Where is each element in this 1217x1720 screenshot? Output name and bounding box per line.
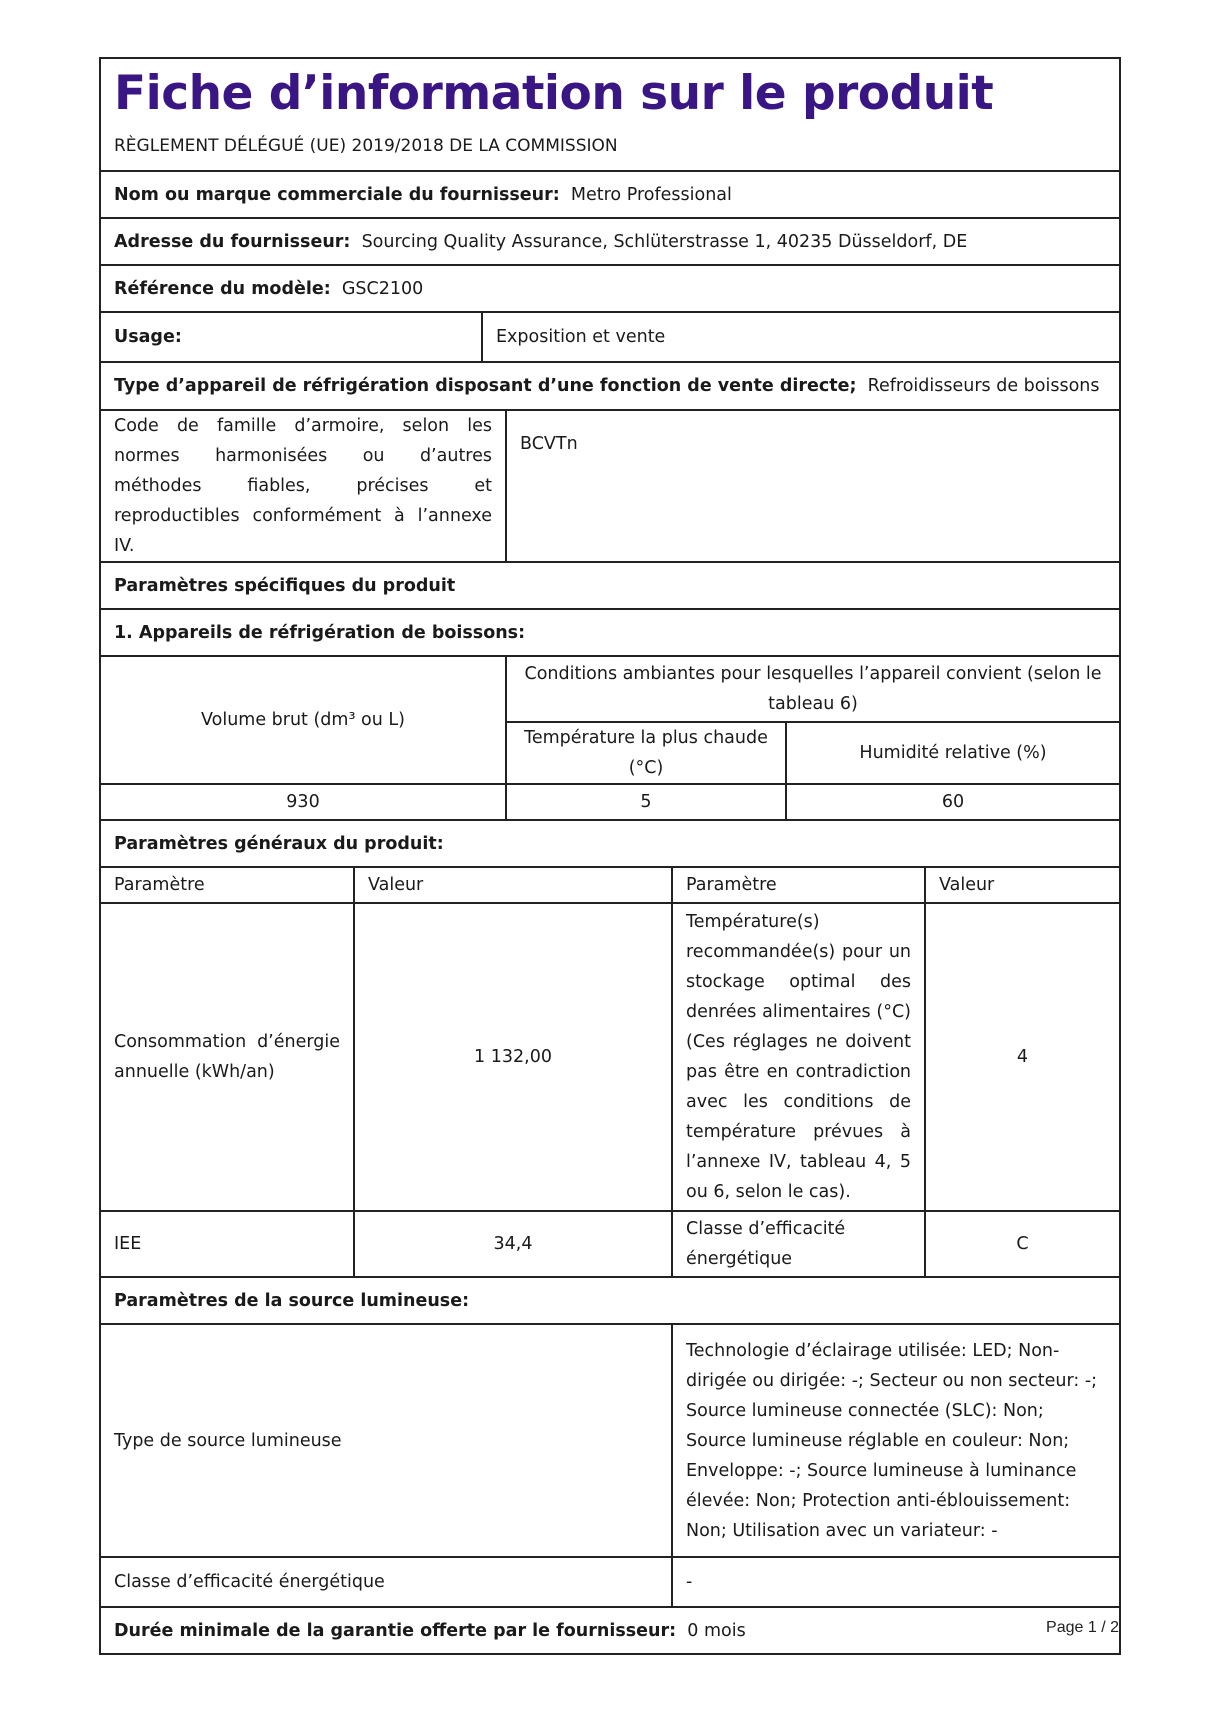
energy-class-value: C <box>925 1211 1120 1277</box>
family-code-value: BCVTn <box>506 410 1120 562</box>
light-source-type-value: Technologie d’éclairage utilisée: LED; Non-dirigée ou dirigée: -; Secteur ou non secteur: -; Source lumineuse connectée (SLC): Non; Source lumineuse réglable en couleur: Non; Enveloppe: -; Source lumineuse à luminance élevée: Non; Protection anti-éblouissement: Non; Utilisation avec un variateur: - <box>672 1324 1120 1557</box>
value-column-header-1: Valeur <box>354 867 672 903</box>
light-source-heading: Paramètres de la source lumineuse: <box>100 1277 1120 1324</box>
general-params-heading: Paramètres généraux du produit: <box>100 820 1120 867</box>
usage-label: Usage: <box>100 312 482 362</box>
param-column-header-1: Paramètre <box>100 867 354 903</box>
header-cell <box>100 58 1120 171</box>
page-number: Page 1 / 2 <box>1046 1619 1119 1636</box>
eei-value: 34,4 <box>354 1211 672 1277</box>
annual-energy-label: Consommation d’énergie annuelle (kWh/an) <box>100 903 354 1211</box>
beverage-section-heading: 1. Appareils de réfrigération de boissons: <box>100 609 1120 656</box>
page-title: Fiche d’information sur le produit <box>114 66 994 121</box>
ambient-conditions-label: Conditions ambiantes pour lesquelles l’appareil convient (selon le tableau 6) <box>506 656 1120 722</box>
device-type-label: Type d’appareil de réfrigération disposant d’une fonction de vente directe; <box>114 376 857 396</box>
supplier-name-label: Nom ou marque commerciale du fournisseur: <box>114 184 560 205</box>
warmest-temperature-label: Température la plus chaude (°C) <box>506 722 786 784</box>
energy-class-label: Classe d’efficacité énergétique <box>672 1211 925 1277</box>
light-energy-class-label: Classe d’efficacité énergétique <box>100 1557 672 1607</box>
light-source-type-label: Type de source lumineuse <box>100 1324 672 1557</box>
model-reference-label: Référence du modèle: <box>114 278 331 299</box>
model-reference-row <box>100 265 1120 312</box>
warmest-temperature-value: 5 <box>506 784 786 820</box>
volume-value: 930 <box>100 784 506 820</box>
recommended-storage-temperature-label: Température(s) recommandée(s) pour un stockage optimal des denrées alimentaires (°C) (Ces réglages ne doivent pas être en contradiction avec les conditions de température prévues à l’annexe IV, tableau 4, 5 ou 6, selon le cas). <box>672 903 925 1211</box>
warranty-value: 0 mois <box>687 1620 746 1641</box>
recommended-storage-temperature-value: 4 <box>925 903 1120 1211</box>
volume-label: Volume brut (dm³ ou L) <box>100 656 506 784</box>
annual-energy-value: 1 132,00 <box>354 903 672 1211</box>
supplier-name-value: Metro Professional <box>570 184 732 205</box>
product-information-sheet <box>99 57 1119 1655</box>
model-reference-value: GSC2100 <box>341 278 424 299</box>
light-energy-class-value: - <box>672 1557 1120 1607</box>
warranty-row <box>100 1607 1120 1654</box>
usage-value: Exposition et vente <box>482 312 1120 362</box>
warranty-label: Durée minimale de la garantie offerte par le fournisseur: <box>114 1620 677 1641</box>
eei-label: IEE <box>100 1211 354 1277</box>
value-column-header-2: Valeur <box>925 867 1120 903</box>
supplier-address-label: Adresse du fournisseur: <box>114 231 351 252</box>
specific-params-heading: Paramètres spécifiques du produit <box>100 562 1120 609</box>
device-type-value: Refroidisseurs de boissons <box>867 376 1100 396</box>
relative-humidity-label: Humidité relative (%) <box>786 722 1120 784</box>
family-code-label: Code de famille d’armoire, selon les normes harmonisées ou d’autres méthodes fiables, précises et reproductibles conformément à l’annexe IV. <box>100 410 506 562</box>
relative-humidity-value: 60 <box>786 784 1120 820</box>
param-column-header-2: Paramètre <box>672 867 925 903</box>
device-type-row <box>100 362 1120 410</box>
info-table <box>99 57 1121 1655</box>
supplier-address-row <box>100 218 1120 265</box>
supplier-address-value: Sourcing Quality Assurance, Schlüterstrasse 1, 40235 Düsseldorf, DE <box>361 231 968 252</box>
supplier-name-row <box>100 171 1120 218</box>
regulation-subtitle: RÈGLEMENT DÉLÉGUÉ (UE) 2019/2018 DE LA COMMISSION <box>114 136 618 156</box>
